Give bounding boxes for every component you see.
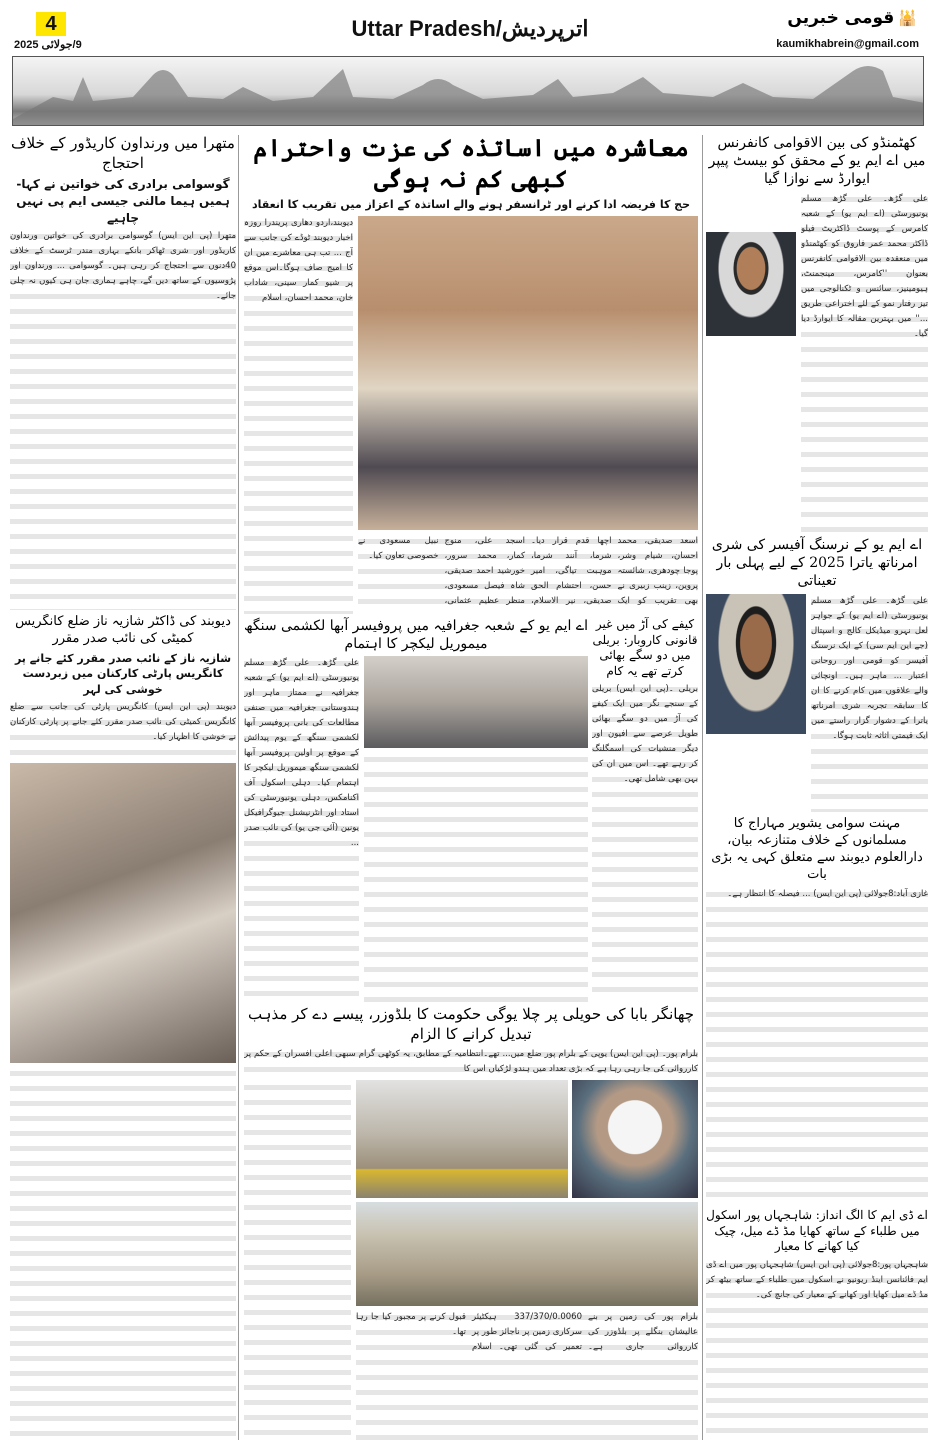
mathura-headline: متھرا میں ورنداون کاریڈور کے خلاف احتجاج: [11, 134, 235, 172]
chhangur-body: بلرام پور۔ (پی این ایس) یوپی کے بلرام پور ضلع میں... تھے۔انتظامیہ کے مطابق، یہ کوٹھی گرام سبھی اعلی افسران کے حکم پر کارروائی کی جا رہی رہا ہے کہ بڑی تعداد میں ہندو لڑکیاں اس کا: [244, 1047, 698, 1077]
chhangur-article: [244, 1005, 698, 1440]
email: kaumikhabrein@gmail.com: [776, 38, 919, 50]
deoband-subheadline: شازیہ ناز کے نائب صدر مقرر کئے جانے پر کانگریس پارٹی کارکنان میں زبردست خوشی کی لہر: [14, 651, 232, 696]
amarnath-article: [706, 536, 928, 812]
skyline-banner: [12, 56, 924, 126]
page-number: 4: [36, 12, 66, 36]
main-body-columns: اسعد صدیقی، محمد احسان، شیام وشر، پوجا چودھری، شائستہ پروین، زینب زبیری نے بھی تقریب کو ایک اچھا قدم قرار دیا۔ شرما، آنند شرما، موہبت تیاگی، امیر حسن، احتشام الحق صدیقی، نیر الاسلام، اسجد علی، منوج کمار، محمد سرور، خورشید احمد صدیقی، شاہ فیصل مسعودی، منظر عظیم عثمانی، نبیل مسعودی نے خصوصی تعاون کیا۔: [358, 534, 698, 614]
main-body: دیوبند،اردو دھاری پریندرا روزہ اخبار دیوبند ٹوڈے کی جانب سے آج ... تب ہی معاشرے میں ان کا امیج صاف ہوگا۔اس موقع پر شیو کمار سینی، شاداب خان، محمد احسان، اسلام: [244, 216, 353, 614]
logo: [787, 8, 917, 28]
adm-body: شاہجہاں پور:8جولائی (پی این ایس) شاہجہاں پور میں اے ڈی ایم فائنانس اینڈ ریونیو نے اسکول میں طلباء کے ساتھ بیٹھ کر مڈ ڈے میل کھایا اور کھانے کے معیار کی جانچ کی۔: [706, 1258, 928, 1440]
deoband-body: دیوبند (پی این ایس) کانگریس پارٹی کی جانب سے ضلع کانگریس کمیٹی کی نائب صدر مقرر کئے جانے پر پارٹی کارکنان نے خوشی کا اظہار کیا۔: [10, 700, 236, 760]
amarnath-headline: اے ایم یو کے نرسنگ آفیسر کی شری امرناتھ یاترا 2025 کے لیے پہلی بار تعیناتی: [711, 537, 923, 590]
kathmandu-body: علی گڑھ۔ علی گڑھ مسلم یونیورسٹی (اے ایم یو) کے شعبہ کامرس کے پوسٹ ڈاکٹریٹ فیلو ڈاکٹر محمد عمر فاروق کو کھٹمنڈو میں منعقدہ بین الاقوامی کانفرنس بعنوان ''کامرس، مینجمنٹ، ہیومینیز، سائنس و ٹکنالوجی میں تیز رفتار نمو کے لئے اختراعی طریق ...'' میں بہترین مقالہ کا ایوارڈ دیا گیا۔: [801, 192, 928, 532]
date: 9/جولائی 2025: [14, 39, 82, 51]
bulldozer-photo: [356, 1080, 568, 1198]
chhangur-body-side: [244, 1080, 351, 1440]
logo-text: قومی خبریں: [787, 8, 895, 28]
deoband-article: [10, 614, 236, 1440]
main-subheadline: حج کا فریضہ ادا کرنے اور ٹرانسفر ہونے والے اساتذہ کے اعزاز میں تقریب کا انعقاد: [251, 198, 691, 212]
main-article: [244, 132, 698, 614]
deoband-photo: [10, 763, 236, 1063]
geography-body: علی گڑھ۔ علی گڑھ مسلم یونیورسٹی (اے ایم یو) کے شعبہ جغرافیہ نے ممتاز ماہر اور ہندوستانی جغرافیہ میں صنفی مطالعات کی بانی پروفیسر آبھا لکشمی سنگھ کے یوم پیدائش کے موقع پر اولین پروفیسر آبھا لکشمی سنگھ میموریل لیکچر کا اہتمام کیا۔ دہلی اسکول آف اکنامکس، دہلی یونیورسٹی کی استاد اور انٹرنیشنل جیوگرافیکل یونین (آئی جی یو) کی نائب صدر ...: [244, 656, 359, 1002]
mathura-article: [10, 134, 236, 610]
chhangur-body-columns: بلرام پور کی زمین پر بنے عالیشان بنگلے پر بلڈوزر کی کارروائی جاری ہے۔ 337/370/0.0060 ہیکٹیئر سرکاری زمین پر ناجائز طور پر تعمیر کی گئی تھی۔ اسلام قبول کرنے پر مجبور کیا جا رہا تھا۔: [356, 1310, 698, 1440]
deoband-headline: دیوبند کی ڈاکٹر شازیہ ناز ضلع کانگریس کمیٹی کی نائب صدر مقرر: [15, 614, 231, 646]
monuments-silhouette: [13, 57, 924, 126]
bareilly-article: [592, 617, 698, 1002]
bareilly-body: بریلی ۔(پی این ایس) بریلی کے سنجے نگر میں ایک کیفے کی آڑ میں دو سگے بھائی طویل عرصے سے افیون اور دیگر منشیات کی اسمگلنگ کر رہے تھے۔ اس میں ان کی بہن بھی شامل تھی۔: [592, 682, 698, 1002]
adm-article: [706, 1208, 928, 1440]
mahant-article: [706, 816, 928, 1204]
teachers-ceremony-photo: [358, 216, 698, 530]
geography-headline: اے ایم یو کے شعبہ جغرافیہ میں پروفیسر آبھا لکشمی سنگھ میموریل لیکچر کا اہتمام: [244, 618, 588, 653]
amarnath-body: علی گڑھ۔ علی گڑھ مسلم یونیورسٹی (اے ایم یو) کے جواہر لعل نہرو میڈیکل کالج و اسپتال (جے این ایم سی) کے ایک نرسنگ آفیسر کو قومی اور روحانی اعتبار ... ماہر ہیں۔ اونچائی والے علاقوں میں کام کرنے کا ان کا سابقہ تجربہ شری امرناتھ یاترا کے دشوار گزار راستے میں ایک قیمتی اثاثہ ثابت ہوگا۔: [811, 594, 928, 812]
page-title: Uttar Pradesh/اترپردیش: [351, 16, 589, 41]
mathura-subheadline: گوسوامی برادری کی خواتین نے کہا-ہمیں ہیما مالنی جیسی ایم پی نہیں چاہیے: [16, 177, 230, 225]
mahant-headline: مہنت سوامی یشویر مہاراج کا مسلمانوں کے خلاف متنازعہ بیان، دارالعلوم دیوبند سے متعلق کہی یہ بڑی بات: [711, 816, 923, 882]
chhangur-baba-portrait: [572, 1080, 698, 1198]
haveli-photo: [356, 1202, 698, 1306]
geography-lecture-photo: [364, 656, 588, 748]
logo-mosque-icon: 🕌: [898, 9, 917, 27]
geography-body-columns: [364, 752, 588, 1002]
mahant-body: غازی آباد:8جولائی (پی این ایس) ... فیصلہ کا انتظار ہے۔: [706, 887, 928, 1204]
adm-headline: اے ڈی ایم کا الگ انداز: شاہجہاں پور اسکول میں طلباء کے ساتھ کھایا مڈ ڈے میل، چیک کیا کھانے کا معیار: [706, 1208, 928, 1254]
kathmandu-article: [706, 134, 928, 532]
deoband-body-continued: [10, 1066, 236, 1440]
bareilly-headline: کیفے کی آڑ میں غیر قانونی کاروبار: بریلی میں دو سگے بھائی کرتے تھے یہ کام: [592, 617, 698, 678]
geography-article: [244, 617, 588, 1002]
main-headline: معاشرہ میں اساتذہ کی عزت واحترام کبھی کم نہ ہوگی: [253, 133, 689, 194]
kathmandu-headline: کھٹمنڈو کی بین الاقوامی کانفرنس میں اے ایم یو کے محقق کو بیسٹ پیپر ایوارڈ سے نوازا گیا: [708, 135, 926, 188]
researcher-portrait: [706, 232, 796, 336]
mathura-body: متھرا (پی این ایس) گوسوامی برادری کی خواتین ورنداون کاریڈور اور شری ٹھاکر بانکے بہاری مندر ٹرسٹ کے خلاف 40دنوں سے احتجاج کر رہی ہیں۔ گوسوامی ... ورنداون اور پڑوسیوں کے ساتھ دیں گے، چاہے ہماری جان ہی کیوں نہ چلی جائے۔: [10, 229, 236, 610]
nursing-officer-portrait: [706, 594, 806, 734]
chhangur-headline: چھانگر بابا کی حویلی پر چلا یوگی حکومت کا بلڈوزر، پیسے دے کر مذہب تبدیل کرانے کا الزام: [247, 1005, 695, 1043]
